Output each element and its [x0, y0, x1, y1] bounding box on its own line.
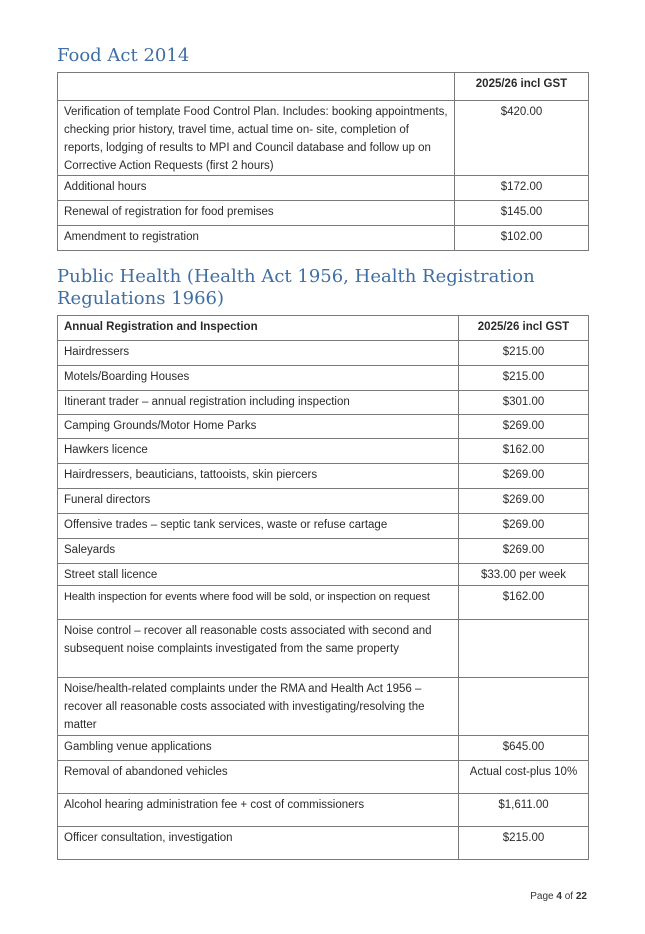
- row-fee: $162.00: [459, 586, 589, 620]
- table-header-row: [58, 316, 589, 341]
- page-number-footer: [530, 891, 587, 902]
- header-cell-fee: 2025/26 incl GST: [455, 73, 589, 101]
- table-row: [58, 620, 589, 678]
- table-row: [58, 539, 589, 564]
- row-label: Hawkers licence: [58, 439, 459, 464]
- row-label: Amendment to registration: [58, 226, 455, 251]
- row-fee: $102.00: [455, 226, 589, 251]
- table-row: [58, 794, 589, 827]
- table-row: [58, 678, 589, 736]
- table-row: [58, 341, 589, 366]
- row-label: Removal of abandoned vehicles: [58, 761, 459, 794]
- row-fee: $269.00: [459, 464, 589, 489]
- row-label: Street stall licence: [58, 564, 459, 586]
- table-row: [58, 464, 589, 489]
- row-label: Hairdressers, beauticians, tattooists, skin piercers: [58, 464, 459, 489]
- food-act-fee-table: [57, 72, 589, 251]
- table-row: [58, 101, 589, 176]
- section-title-public-health: Public Health (Health Act 1956, Health Registration Regulations 1966): [57, 266, 535, 309]
- row-fee: [459, 620, 589, 678]
- row-fee: $215.00: [459, 366, 589, 391]
- table-row: [58, 586, 589, 620]
- row-fee: $162.00: [459, 439, 589, 464]
- header-cell-category: Annual Registration and Inspection: [58, 316, 459, 341]
- row-fee: $645.00: [459, 736, 589, 761]
- table-row: [58, 489, 589, 514]
- row-label: Gambling venue applications: [58, 736, 459, 761]
- row-fee: $269.00: [459, 539, 589, 564]
- footer-current-page: 4: [556, 891, 562, 902]
- row-label: Funeral directors: [58, 489, 459, 514]
- row-label: Officer consultation, investigation: [58, 827, 459, 860]
- row-fee: $33.00 per week: [459, 564, 589, 586]
- table-row: [58, 564, 589, 586]
- row-label: Health inspection for events where food will be sold, or inspection on request: [58, 586, 459, 620]
- header-cell-fee: 2025/26 incl GST: [459, 316, 589, 341]
- row-label: Camping Grounds/Motor Home Parks: [58, 415, 459, 439]
- row-fee: $269.00: [459, 489, 589, 514]
- row-fee: $420.00: [455, 101, 589, 176]
- row-label: Alcohol hearing administration fee + cost of commissioners: [58, 794, 459, 827]
- row-fee: [459, 678, 589, 736]
- table-row: [58, 514, 589, 539]
- table-row: [58, 761, 589, 794]
- footer-middle: of: [561, 891, 576, 902]
- table-row: [58, 439, 589, 464]
- public-health-fee-table: [57, 315, 589, 860]
- row-fee: $301.00: [459, 391, 589, 415]
- footer-total-pages: 22: [575, 891, 587, 902]
- table-row: [58, 366, 589, 391]
- row-fee: $215.00: [459, 827, 589, 860]
- row-label: Hairdressers: [58, 341, 459, 366]
- row-fee: $269.00: [459, 415, 589, 439]
- row-label: Noise control – recover all reasonable costs associated with second and subsequent noise complaints investigated from the same property: [58, 620, 459, 678]
- row-label: Verification of template Food Control Plan. Includes: booking appointments, checking prior history, travel time, actual time on- site, completion of reports, lodging of results to MPI and Council database and follow up on Corrective Action Requests (first 2 hours): [58, 101, 455, 176]
- row-label: Saleyards: [58, 539, 459, 564]
- row-fee: $172.00: [455, 176, 589, 201]
- row-fee: $215.00: [459, 341, 589, 366]
- table-header-row: [58, 73, 589, 101]
- table-row: [58, 201, 589, 226]
- footer-prefix: Page: [530, 891, 557, 902]
- row-fee: $269.00: [459, 514, 589, 539]
- row-fee: $145.00: [455, 201, 589, 226]
- section-title-food-act: Food Act 2014: [57, 45, 190, 66]
- table-row: [58, 226, 589, 251]
- row-label: Noise/health-related complaints under the RMA and Health Act 1956 – recover all reasonable costs associated with investigating/resolving the matter: [58, 678, 459, 736]
- table-row: [58, 176, 589, 201]
- row-label: Motels/Boarding Houses: [58, 366, 459, 391]
- row-fee: $1,611.00: [459, 794, 589, 827]
- row-label: Offensive trades – septic tank services, waste or refuse cartage: [58, 514, 459, 539]
- table-row: [58, 736, 589, 761]
- row-label: Renewal of registration for food premises: [58, 201, 455, 226]
- row-fee: Actual cost-plus 10%: [459, 761, 589, 794]
- table-row: [58, 391, 589, 415]
- header-cell-empty: [58, 73, 455, 101]
- row-label: Additional hours: [58, 176, 455, 201]
- row-label: Itinerant trader – annual registration including inspection: [58, 391, 459, 415]
- table-row: [58, 827, 589, 860]
- table-row: [58, 415, 589, 439]
